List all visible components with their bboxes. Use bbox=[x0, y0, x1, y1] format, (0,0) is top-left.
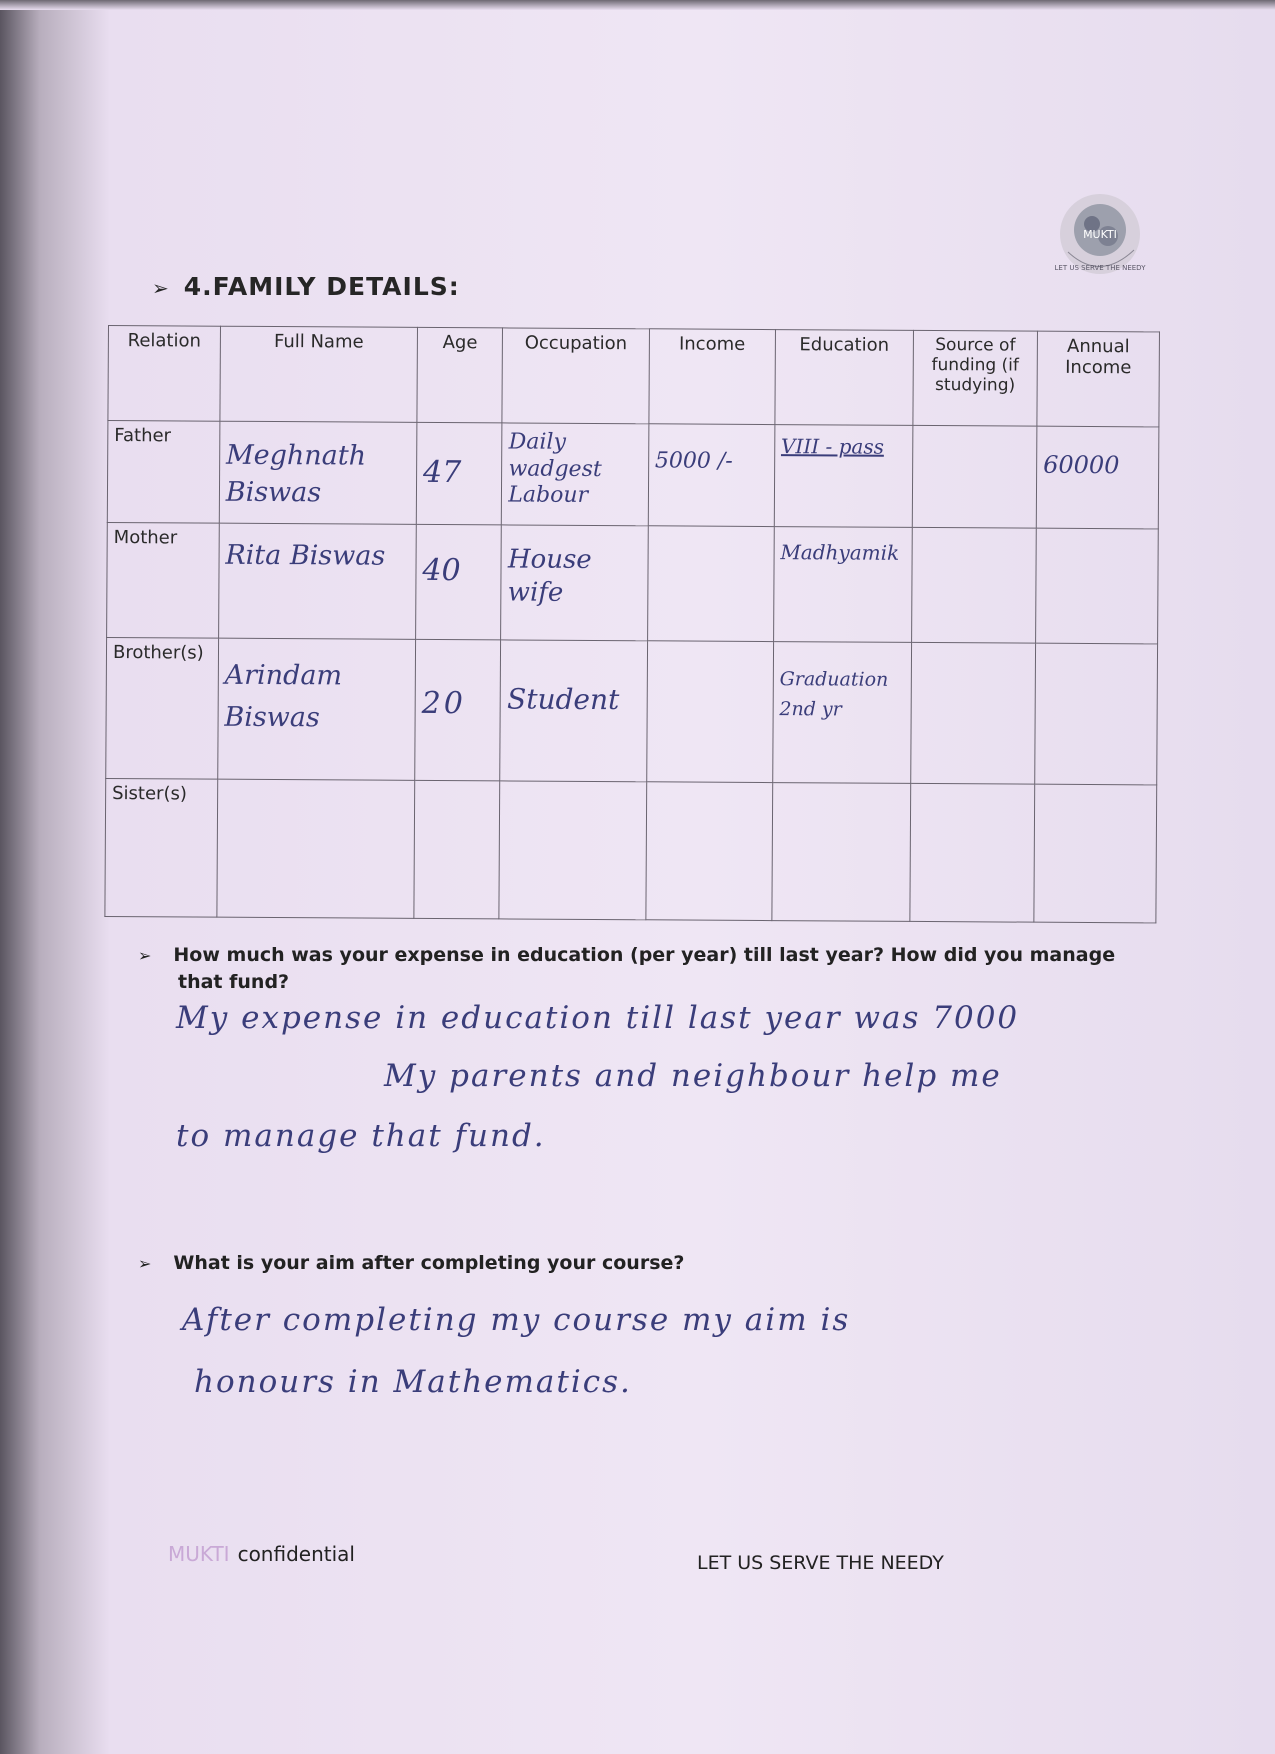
income-cell bbox=[647, 525, 774, 641]
occupation-cell: Daily wadgest Labour bbox=[502, 423, 649, 525]
relation-cell: Mother bbox=[107, 522, 219, 638]
annual-income-cell bbox=[1034, 784, 1157, 923]
name-cell: Meghnath Biswas bbox=[219, 421, 417, 524]
age-cell: 47 bbox=[416, 423, 502, 525]
relation-cell: Brother(s) bbox=[106, 637, 219, 779]
income-cell bbox=[646, 640, 773, 782]
name-cell: Arindam Biswas bbox=[218, 638, 416, 780]
annual-income-cell bbox=[1035, 643, 1158, 785]
age-cell: 40 bbox=[416, 524, 502, 640]
header-full-name: Full Name bbox=[220, 326, 418, 422]
bullet-arrow-icon: ➢ bbox=[138, 946, 152, 965]
section-title: ➢ 4.FAMILY DETAILS: bbox=[152, 272, 460, 301]
table-row bbox=[107, 522, 1159, 643]
occupation-cell bbox=[499, 781, 646, 920]
name-cell bbox=[217, 779, 415, 918]
header-annual-income: Annual Income bbox=[1037, 331, 1160, 427]
answer-expense-line-3: to manage that fund. bbox=[176, 1118, 546, 1154]
question-expense: ➢ How much was your expense in education (per year) till last year? How did you manage that fund? bbox=[138, 944, 1116, 993]
occupation-cell: House wife bbox=[501, 525, 648, 641]
header-relation: Relation bbox=[108, 326, 220, 422]
footer-slogan: LET US SERVE THE NEEDY bbox=[697, 1552, 944, 1574]
education-cell bbox=[772, 782, 911, 921]
income-cell: 5000 /- bbox=[648, 424, 775, 526]
header-occupation: Occupation bbox=[502, 328, 649, 424]
header-income: Income bbox=[649, 329, 776, 425]
bullet-arrow-icon: ➢ bbox=[138, 1254, 152, 1273]
table-row bbox=[105, 778, 1157, 923]
annual-income-cell bbox=[1036, 528, 1159, 644]
funding-cell bbox=[911, 642, 1036, 784]
income-cell bbox=[646, 782, 773, 921]
funding-cell bbox=[912, 527, 1037, 643]
answer-aim-line-2: honours in Mathematics. bbox=[194, 1364, 632, 1400]
relation-cell: Sister(s) bbox=[105, 778, 218, 917]
answer-expense-line-2: My parents and neighbour help me bbox=[384, 1058, 1002, 1094]
question-aim: ➢ What is your aim after completing your course? bbox=[138, 1252, 685, 1274]
header-age: Age bbox=[417, 327, 503, 423]
header-education: Education bbox=[775, 330, 914, 426]
svg-text:MUKTI: MUKTI bbox=[1083, 228, 1117, 241]
funding-cell bbox=[910, 783, 1035, 922]
age-cell bbox=[414, 780, 500, 919]
age-cell: 20 bbox=[415, 639, 501, 781]
header-source-of-funding: Source of funding (if studying) bbox=[913, 330, 1038, 426]
education-cell: VIII - pass bbox=[774, 425, 913, 527]
bullet-arrow-icon: ➢ bbox=[152, 276, 170, 300]
mukti-logo-seal bbox=[1052, 190, 1148, 278]
table-row bbox=[106, 637, 1158, 785]
name-cell: Rita Biswas bbox=[218, 523, 416, 639]
education-cell: Graduation 2nd yr bbox=[772, 641, 911, 783]
funding-cell bbox=[912, 426, 1037, 528]
page-edge bbox=[0, 0, 1275, 10]
footer-confidential: MUKTI confidential bbox=[168, 1542, 355, 1566]
annual-income-cell: 60000 bbox=[1036, 426, 1159, 528]
table-row bbox=[107, 421, 1159, 529]
relation-cell: Father bbox=[107, 421, 219, 523]
svg-text:LET US SERVE THE NEEDY: LET US SERVE THE NEEDY bbox=[1054, 264, 1146, 272]
education-cell: Madhyamik bbox=[773, 526, 912, 642]
occupation-cell: Student bbox=[500, 640, 647, 782]
family-details-table bbox=[104, 325, 1160, 923]
table-header-row bbox=[108, 326, 1160, 428]
answer-aim-line-1: After completing my course my aim is bbox=[182, 1302, 851, 1338]
answer-expense-line-1: My expense in education till last year was 7000 bbox=[176, 1000, 1020, 1036]
